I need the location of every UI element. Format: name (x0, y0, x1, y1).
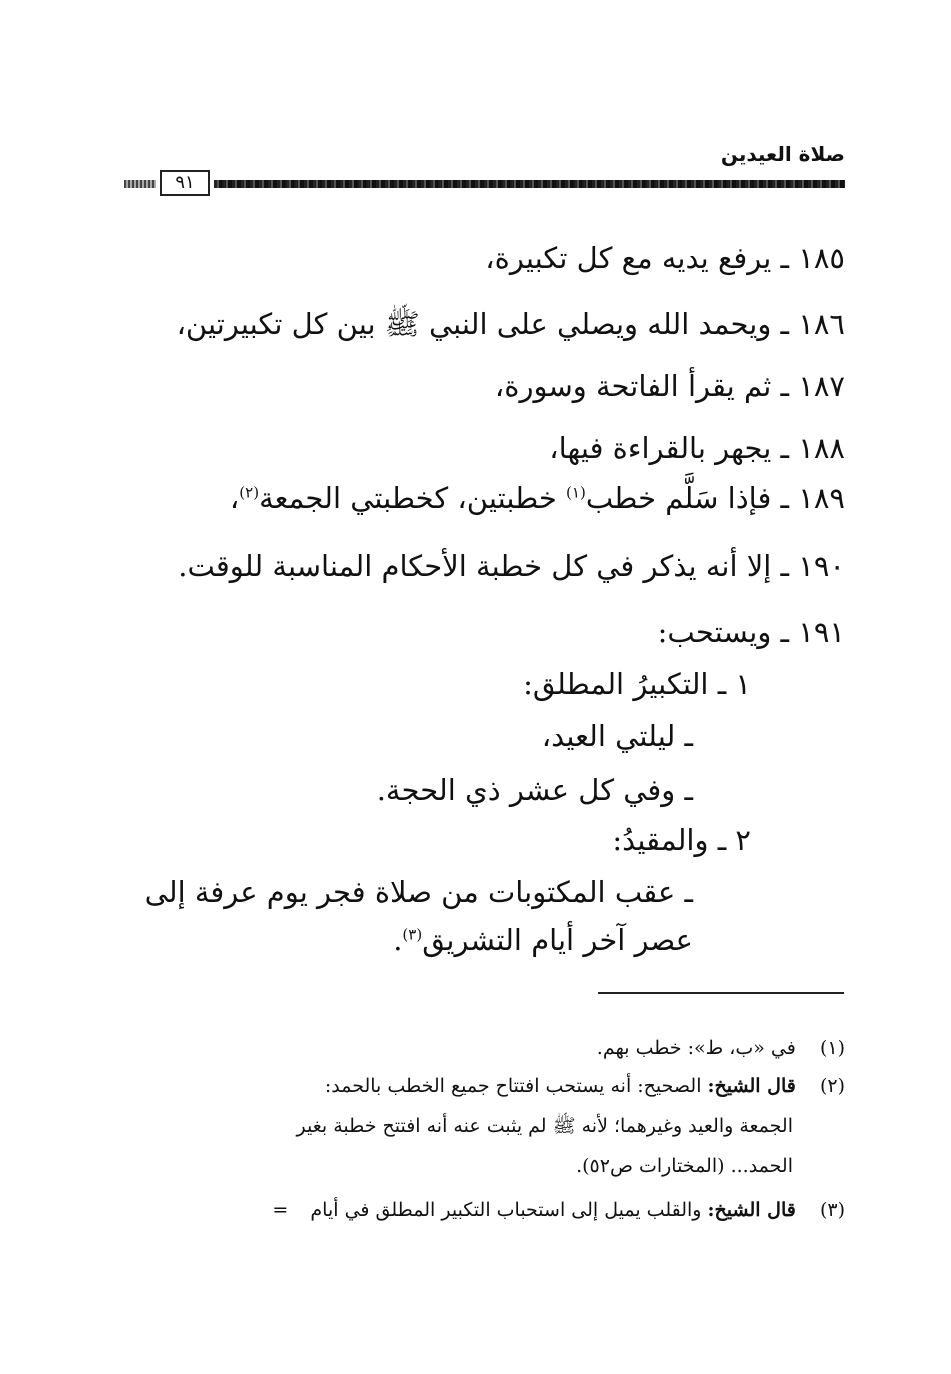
footnote-ref-3[interactable]: (٣) (402, 925, 423, 944)
item-189 (230, 478, 845, 518)
sub-item-restricted-takbir: ٢ ـ والمقيدُ: (612, 823, 751, 857)
item-text: ـ إلا أنه يذكر في كل خطبة الأحكام المناسبة للوقت. (178, 549, 790, 583)
footnote-2 (325, 1072, 845, 1100)
sub-item-eid-nights: ـ ليلتي العيد، (541, 719, 693, 753)
item-number: ١٩٠ (798, 549, 845, 583)
item-text: ـ فإذا سَلَّم خطب (585, 481, 790, 515)
footnote-2-line2: الجمعة والعيد وغيرهما؛ لأنه ﷺ لم يثبت عنه أنه افتتح خطبة بغير (296, 1115, 793, 1137)
item-186 (177, 304, 845, 344)
page-number: ٩١ (160, 170, 210, 196)
sub-item-after-prayers-line2 (393, 920, 693, 960)
item-text: ، (229, 481, 240, 515)
header-rule-ornament (124, 180, 156, 188)
footnote-ref-2[interactable]: (٢) (239, 483, 260, 502)
sub-item-dhul-hijjah: ـ وفي كل عشر ذي الحجة. (376, 773, 693, 807)
footnote-author: قال الشيخ: (707, 1075, 796, 1097)
sub-item-after-prayers-line1: ـ عقب المكتوبات من صلاة فجر يوم عرفة إلى (144, 875, 693, 909)
continuation-mark: = (272, 1199, 289, 1221)
item-number: ١٩١ (798, 615, 845, 649)
footnote-author: قال الشيخ: (707, 1199, 796, 1221)
item-191 (658, 612, 845, 652)
item-text: خطبتين، كخطبتي الجمعة (259, 481, 567, 515)
footnote-separator (598, 992, 844, 994)
footnote-mark: (٣) (819, 1199, 845, 1221)
footnote-mark: (٢) (819, 1075, 845, 1097)
footnote-2-line3: الحمد... (المختارات ص٥٢). (576, 1155, 793, 1177)
footnote-text: والقلب يميل إلى استحباب التكبير المطلق في أيام (310, 1199, 708, 1221)
item-text: ـ يجهر بالقراءة فيها، (549, 431, 790, 465)
footnote-ref-1[interactable]: (١) (566, 483, 586, 502)
item-number: ١٨٦ (798, 307, 845, 341)
item-text: ـ ويستحب: (657, 615, 790, 649)
footnote-3 (272, 1196, 845, 1224)
footnote-text: في «ب، ط»: خطب بهم. (596, 1037, 796, 1059)
item-number: ١٨٨ (798, 431, 845, 465)
item-text: . (393, 923, 403, 957)
item-185 (485, 238, 845, 278)
header-rule (214, 180, 845, 188)
item-number: ١٨٩ (798, 481, 845, 515)
item-text: ـ ثم يقرأ الفاتحة وسورة، (494, 369, 790, 403)
item-number: ١٨٥ (798, 241, 845, 275)
footnote-text: الصحيح: أنه يستحب افتتاح جميع الخطب بالحمد: (324, 1075, 708, 1097)
item-190 (178, 546, 845, 586)
footnote-1 (597, 1034, 845, 1062)
item-text: عصر آخر أيام التشريق (422, 923, 693, 957)
item-number: ١٨٧ (798, 369, 845, 403)
item-188 (549, 428, 845, 468)
sub-item-absolute-takbir: ١ ـ التكبيرُ المطلق: (523, 667, 751, 701)
footnote-mark: (١) (819, 1037, 845, 1059)
item-text: ـ ويحمد الله ويصلي على النبي ﷺ بين كل تكبيرتين، (176, 307, 790, 341)
running-header-title: صلاة العيدين (720, 142, 845, 166)
item-187 (495, 366, 845, 406)
item-text: ـ يرفع يديه مع كل تكبيرة، (485, 241, 790, 275)
